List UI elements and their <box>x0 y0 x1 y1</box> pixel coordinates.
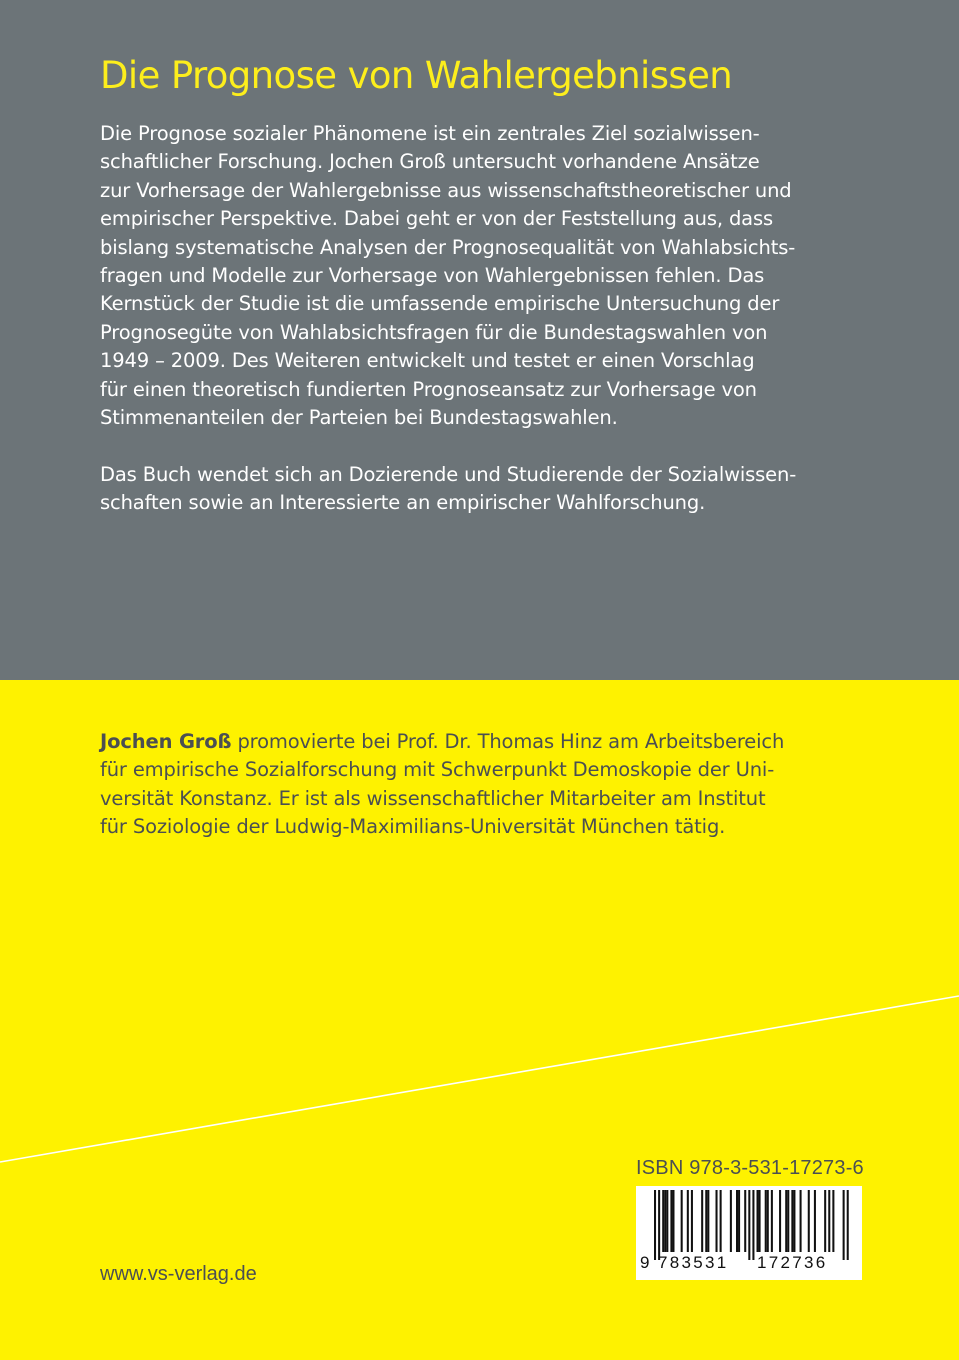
barcode-bar <box>730 1190 732 1252</box>
barcode-bar <box>691 1190 693 1252</box>
barcode-bar <box>832 1190 834 1252</box>
barcode-bar <box>662 1190 664 1252</box>
author-bio-line <box>100 728 870 756</box>
audience-line: schaften sowie an Interessierte an empirischer Wahlforschung. <box>100 491 706 515</box>
paragraph-gap <box>100 432 870 460</box>
isbn-barcode <box>636 1186 862 1280</box>
barcode-bar <box>720 1190 722 1252</box>
barcode-bar <box>744 1190 746 1252</box>
author-bio-line: versität Konstanz. Er ist als wissenschaftlicher Mitarbeiter am Institut <box>100 786 766 810</box>
barcode-digits <box>636 1253 862 1275</box>
barcode-bar <box>785 1190 787 1252</box>
barcode-bar <box>759 1190 761 1252</box>
barcode-bar <box>716 1190 718 1252</box>
barcode-bar <box>666 1190 668 1252</box>
author-bio-text: promovierte bei Prof. Dr. Thomas Hinz am Arbeitsbereich <box>231 730 785 753</box>
barcode-bar <box>701 1190 703 1252</box>
barcode-bar <box>771 1190 773 1252</box>
barcode-bar <box>736 1190 738 1252</box>
barcode-digits-left: 783531 <box>658 1253 729 1272</box>
isbn-label: ISBN 978-3-531-17273-6 <box>636 1157 864 1179</box>
blurb-line: Prognosegüte von Wahlabsichtsfragen für die Bundestagswahlen von <box>100 320 768 344</box>
blurb-line: für einen theoretisch fundierten Prognoseansatz zur Vorhersage von <box>100 377 757 401</box>
barcode-bar <box>814 1190 816 1252</box>
barcode-bar <box>824 1190 826 1252</box>
blurb-line: fragen und Modelle zur Vorhersage von Wahlergebnissen fehlen. Das <box>100 264 765 288</box>
blurb-line: Stimmenanteilen der Parteien bei Bundestagswahlen. <box>100 406 618 430</box>
barcode-bar <box>705 1190 707 1252</box>
barcode-bar <box>808 1190 810 1252</box>
blurb-line: bislang systematische Analysen der Prognosequalität von Wahlabsichts- <box>100 235 796 259</box>
blurb-line: schaftlicher Forschung. Jochen Groß untersucht vorhandene Ansätze <box>100 150 760 174</box>
barcode-bar <box>828 1190 830 1252</box>
barcode-digit-first: 9 <box>640 1253 652 1272</box>
blurb-line: Die Prognose sozialer Phänomene ist ein zentrales Ziel sozialwissen- <box>100 122 760 145</box>
barcode-bar <box>800 1190 802 1252</box>
author-bio <box>100 728 870 842</box>
barcode-bar <box>664 1190 666 1252</box>
barcode-bar <box>748 1190 750 1260</box>
barcode-bar <box>687 1190 689 1252</box>
author-bio-line: für Soziologie der Ludwig-Maximilians-Universität München tätig. <box>100 815 726 839</box>
author-bio-line: für empirische Sozialforschung mit Schwerpunkt Demoskopie der Uni- <box>100 758 775 782</box>
barcode-bar <box>681 1190 683 1252</box>
barcode-bar <box>793 1190 795 1252</box>
audience-line: Das Buch wendet sich an Dozierende und Studierende der Sozialwissen- <box>100 462 797 486</box>
barcode-bar <box>757 1190 759 1252</box>
barcode-bar <box>707 1190 709 1252</box>
book-blurb <box>100 120 870 518</box>
barcode-bar <box>658 1190 660 1260</box>
barcode-bar <box>670 1190 672 1252</box>
barcode-bar <box>672 1190 674 1252</box>
author-name: Jochen Groß <box>100 730 232 753</box>
blurb-line: empirischer Perspektive. Dabei geht er von der Feststellung aus, dass <box>100 207 773 231</box>
barcode-bar <box>654 1190 656 1260</box>
barcode-bar <box>752 1190 754 1260</box>
blurb-line: Kernstück der Studie ist die umfassende empirische Untersuchung der <box>100 292 780 316</box>
barcode-bar <box>843 1190 845 1260</box>
book-title: Die Prognose von Wahlergebnissen <box>100 54 733 97</box>
barcode-bar <box>779 1190 781 1252</box>
barcode-digits-right: 172736 <box>757 1253 828 1272</box>
barcode-bar <box>767 1190 769 1252</box>
publisher-website: www.vs-verlag.de <box>100 1263 257 1285</box>
barcode-bar <box>765 1190 767 1252</box>
barcode-bar <box>787 1190 789 1252</box>
barcode-bar <box>791 1190 793 1252</box>
blurb-line: zur Vorhersage der Wahlergebnisse aus wissenschaftstheoretischer und <box>100 178 792 202</box>
barcode-bar <box>738 1190 740 1252</box>
blurb-line: 1949 – 2009. Des Weiteren entwickelt und testet er einen Vorschlag <box>100 349 755 373</box>
barcode-bar <box>847 1190 849 1260</box>
